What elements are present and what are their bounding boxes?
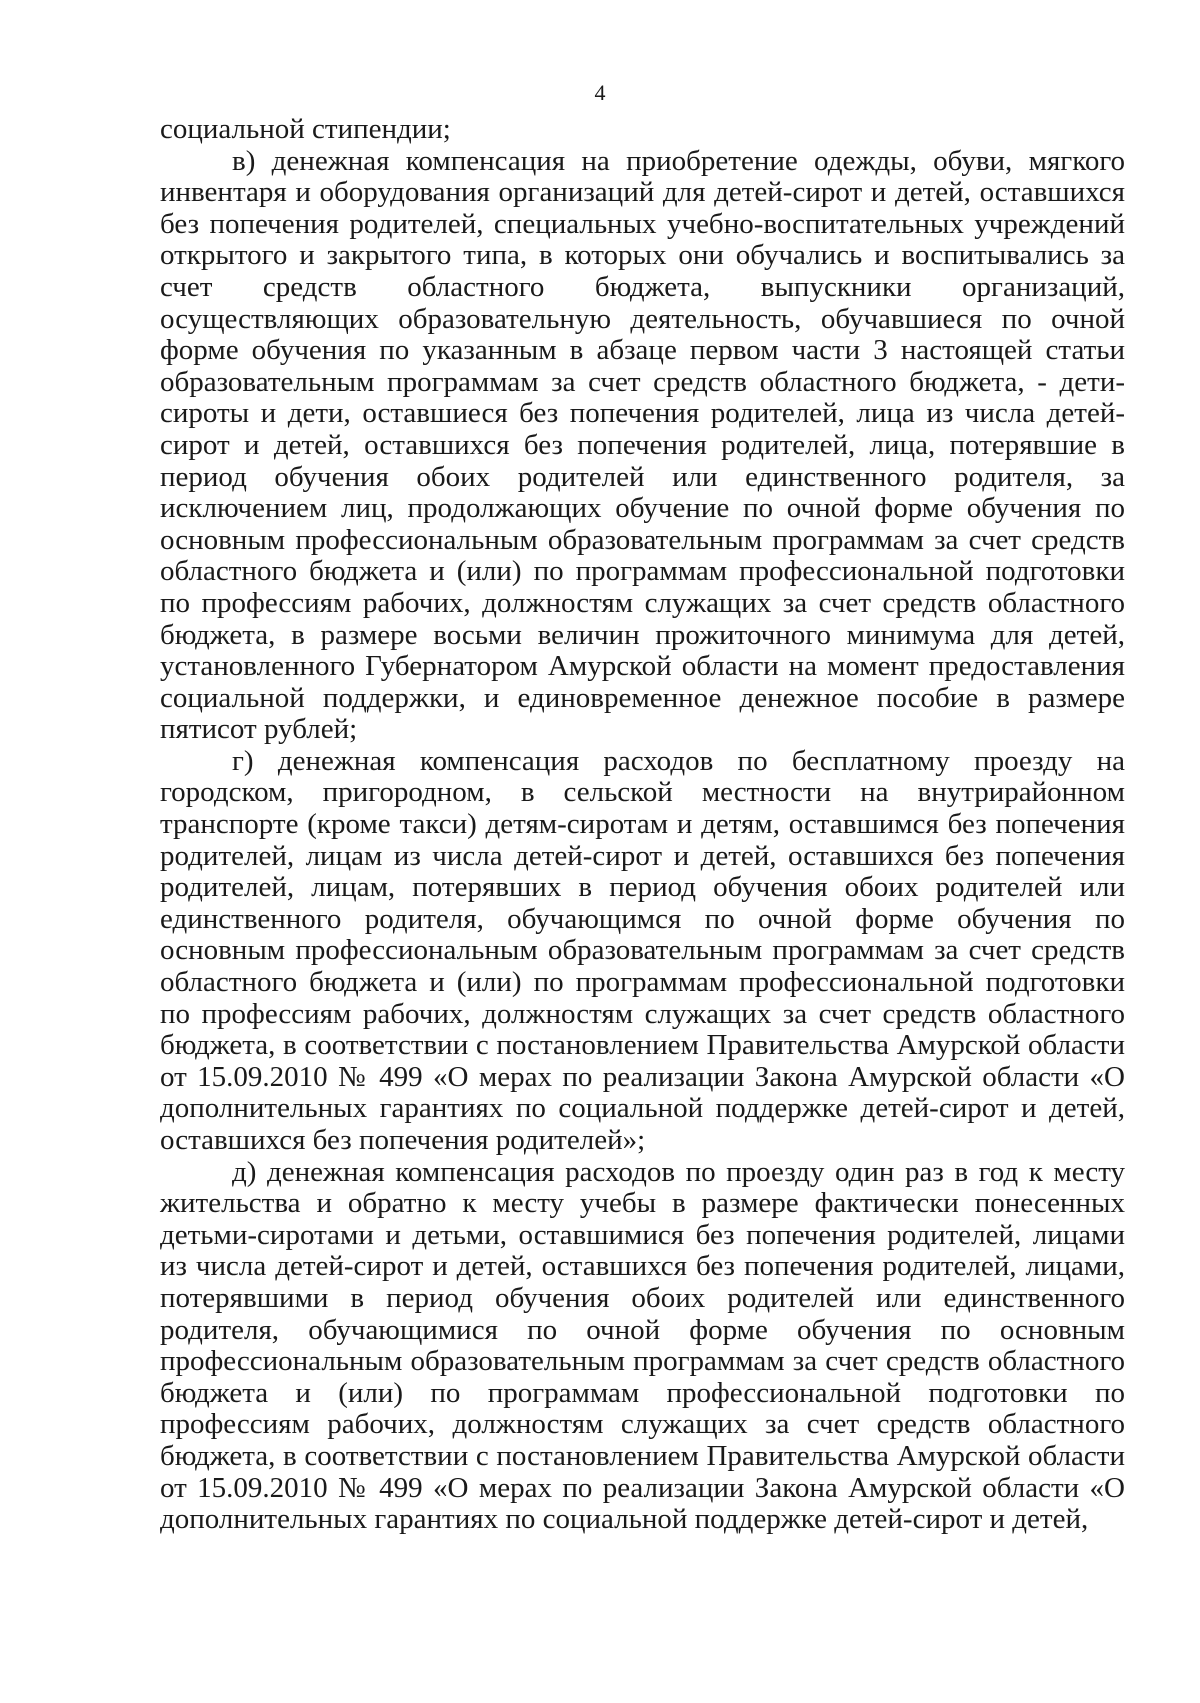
document-body: [160, 114, 1125, 1536]
page-number: 4: [594, 80, 606, 105]
paragraph-continuation: социальной стипендии;: [160, 113, 451, 145]
paragraph-item-g: г) денежная компенсация расходов по бесплатному проезду на городском, пригородном, в сельской местности на внутрирайонном транспорте (кроме такси) детям-сиротам и детям, оставшимся без попечения родителей, лицам из числа детей-сирот и детей, оставшихся без попечения родителей, лицам, потерявших в период обучения обоих родителей или единственного родителя, обучающимся по очной форме обучения по основным профессиональным образовательным программам за счет средств областного бюджета и (или) по программам профессиональной подготовки по профессиям рабочих, должностям служащих за счет средств областного бюджета, в соответствии с постановлением Правительства Амурской области от 15.09.2010 № 499 «О мерах по реализации Закона Амурской области «О дополнительных гарантиях по социальной поддержке детей-сирот и детей, оставшихся без попечения родителей»;: [160, 744, 1125, 1156]
paragraph-item-d: д) денежная компенсация расходов по проезду один раз в год к месту жительства и обратно к месту учебы в размере фактически понесенных детьми-сиротами и детьми, оставшимися без попечения родителей, лицами из числа детей-сирот и детей, оставшихся без попечения родителей, лицами, потерявшими в период обучения обоих родителей или единственного родителя, обучающимися по очной форме обучения по основным профессиональным образовательным программам за счет средств областного бюджета и (или) по программам профессиональной подготовки по профессиям рабочих, должностям служащих за счет средств областного бюджета, в соответствии с постановлением Правительства Амурской области от 15.09.2010 № 499 «О мерах по реализации Закона Амурской области «О дополнительных гарантиях по социальной поддержке детей-сирот и детей,: [160, 1155, 1125, 1536]
paragraph-item-v: в) денежная компенсация на приобретение одежды, обуви, мягкого инвентаря и оборудования организаций для детей-сирот и детей, оставшихся без попечения родителей, специальных учебно-воспитательных учреждений открытого и закрытого типа, в которых они обучались и воспитывались за счет средств областного бюджета, выпускники организаций, осуществляющих образовательную деятельность, обучавшиеся по очной форме обучения по указанным в абзаце первом части 3 настоящей статьи образовательным программам за счет средств областного бюджета, - дети-сироты и дети, оставшиеся без попечения родителей, лица из числа детей-сирот и детей, оставшихся без попечения родителей, лица, потерявшие в период обучения обоих родителей или единственного родителя, за исключением лиц, продолжающих обучение по очной форме обучения по основным профессиональным образовательным программам за счет средств областного бюджета и (или) по программам профессиональной подготовки по профессиям рабочих, должностям служащих за счет средств областного бюджета, в размере восьми величин прожиточного минимума для детей, установленного Губернатором Амурской области на момент предоставления социальной поддержки, и единовременное денежное пособие в размере пятисот рублей;: [160, 144, 1125, 746]
